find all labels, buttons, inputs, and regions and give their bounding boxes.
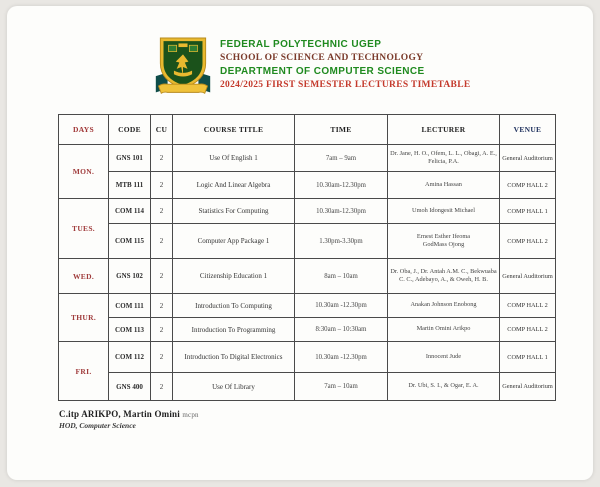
venue: COMP HALL 2 xyxy=(500,224,556,259)
credit-units: 2 xyxy=(151,373,173,401)
signatory-role: HOD, Computer Science xyxy=(59,421,136,430)
credit-units: 2 xyxy=(151,199,173,224)
signatory-suffix: mcpn xyxy=(182,411,199,419)
polytechnic-crest-logo xyxy=(154,34,212,100)
course-code: COM 113 xyxy=(109,318,151,342)
col-header-code: CODE xyxy=(109,115,151,145)
table-row xyxy=(59,199,556,224)
lecture-time: 7am – 9am xyxy=(295,145,388,172)
course-title: Logic And Linear Algebra xyxy=(173,172,295,199)
table-row xyxy=(59,172,556,199)
col-header-course: COURSE TITLE xyxy=(173,115,295,145)
lecturer-name: Dr. Ubi, S. I., & Ogar, E. A. xyxy=(388,373,500,401)
lecturer-name: Dr. Oba, J., Dr. Antah A.M. C., Bekwuaba C. C., Adebayo, A., & Oweh, H. B. xyxy=(388,259,500,294)
table-row xyxy=(59,145,556,172)
day-cell-friday: FRI. xyxy=(59,342,109,401)
signatory-name xyxy=(59,409,199,419)
credit-units: 2 xyxy=(151,318,173,342)
course-title: Use Of English 1 xyxy=(173,145,295,172)
header-row xyxy=(59,115,556,145)
course-code: GNS 101 xyxy=(109,145,151,172)
venue: General Auditorium xyxy=(500,259,556,294)
day-cell-monday: MON. xyxy=(59,145,109,199)
lecturer-name: Amina Hassan xyxy=(388,172,500,199)
document-header xyxy=(220,39,570,90)
lecturer-line-2: GodMass Ojong xyxy=(422,241,465,248)
col-header-cu: CU xyxy=(151,115,173,145)
signature-block xyxy=(59,409,199,430)
lecturer-name xyxy=(388,224,500,259)
school-name: SCHOOL OF SCIENCE AND TECHNOLOGY xyxy=(220,53,424,63)
lecture-time: 8am – 10am xyxy=(295,259,388,294)
lecturer-name: Martin Omini Arikpo xyxy=(388,318,500,342)
course-code: COM 112 xyxy=(109,342,151,373)
day-cell-thursday: THUR. xyxy=(59,294,109,342)
lecturer-name: Innocent Jude xyxy=(388,342,500,373)
course-code: MTB 111 xyxy=(109,172,151,199)
table-row xyxy=(59,224,556,259)
course-code: GNS 102 xyxy=(109,259,151,294)
credit-units: 2 xyxy=(151,145,173,172)
table-row xyxy=(59,318,556,342)
lecturer-name: Anakan Johnson Enobong xyxy=(388,294,500,318)
lecture-time: 10.30am -12.30pm xyxy=(295,342,388,373)
lecture-time: 10.30am -12.30pm xyxy=(295,294,388,318)
venue: COMP HALL 2 xyxy=(500,172,556,199)
day-cell-wednesday: WED. xyxy=(59,259,109,294)
venue: COMP HALL 2 xyxy=(500,294,556,318)
venue: COMP HALL 2 xyxy=(500,318,556,342)
lecture-time: 10.30am-12.30pm xyxy=(295,199,388,224)
col-header-lecturer: LECTURER xyxy=(388,115,500,145)
course-code: COM 111 xyxy=(109,294,151,318)
signatory-text: C.itp ARIKPO, Martin Omini xyxy=(59,409,180,419)
scanned-timetable-page xyxy=(7,6,593,480)
institution-name: FEDERAL POLYTECHNIC UGEP xyxy=(220,39,382,50)
credit-units: 2 xyxy=(151,294,173,318)
course-code: COM 115 xyxy=(109,224,151,259)
lecturer-name: Dr. Jane, H. O., Ofem, L. L., Obagi, A. E., Felicia, P.A. xyxy=(388,145,500,172)
lecturer-line-1: Ernest Esther Ifeoma xyxy=(416,232,471,240)
credit-units: 2 xyxy=(151,224,173,259)
lecturer-name: Umoh Idongesit Michael xyxy=(388,199,500,224)
credit-units: 2 xyxy=(151,259,173,294)
course-title: Introduction To Computing xyxy=(173,294,295,318)
course-title: Computer App Package 1 xyxy=(173,224,295,259)
course-title: Use Of Library xyxy=(173,373,295,401)
venue: COMP HALL 1 xyxy=(500,199,556,224)
timetable-title: 2024/2025 FIRST SEMESTER LECTURES TIMETABLE xyxy=(220,80,471,90)
col-header-venue: VENUE xyxy=(500,115,556,145)
lecture-time: 10.30am-12.30pm xyxy=(295,172,388,199)
department-name: DEPARTMENT OF COMPUTER SCIENCE xyxy=(220,66,425,77)
col-header-time: TIME xyxy=(295,115,388,145)
venue: General Auditorium xyxy=(500,145,556,172)
venue: General Auditorium xyxy=(500,373,556,401)
course-title: Introduction To Digital Electronics xyxy=(173,342,295,373)
lecture-time: 7am – 10am xyxy=(295,373,388,401)
table-row xyxy=(59,259,556,294)
course-code: GNS 400 xyxy=(109,373,151,401)
table-row xyxy=(59,342,556,373)
venue: COMP HALL 1 xyxy=(500,342,556,373)
timetable xyxy=(58,114,556,401)
credit-units: 2 xyxy=(151,172,173,199)
table-row xyxy=(59,294,556,318)
col-header-days: DAYS xyxy=(59,115,109,145)
course-title: Citizenship Education 1 xyxy=(173,259,295,294)
lecture-time: 1.30pm-3.30pm xyxy=(295,224,388,259)
course-code: COM 114 xyxy=(109,199,151,224)
course-title: Introduction To Programming xyxy=(173,318,295,342)
credit-units: 2 xyxy=(151,342,173,373)
table-row xyxy=(59,373,556,401)
course-title: Statistics For Computing xyxy=(173,199,295,224)
day-cell-tuesday: TUES. xyxy=(59,199,109,259)
lecture-time: 8:30am – 10:30am xyxy=(295,318,388,342)
